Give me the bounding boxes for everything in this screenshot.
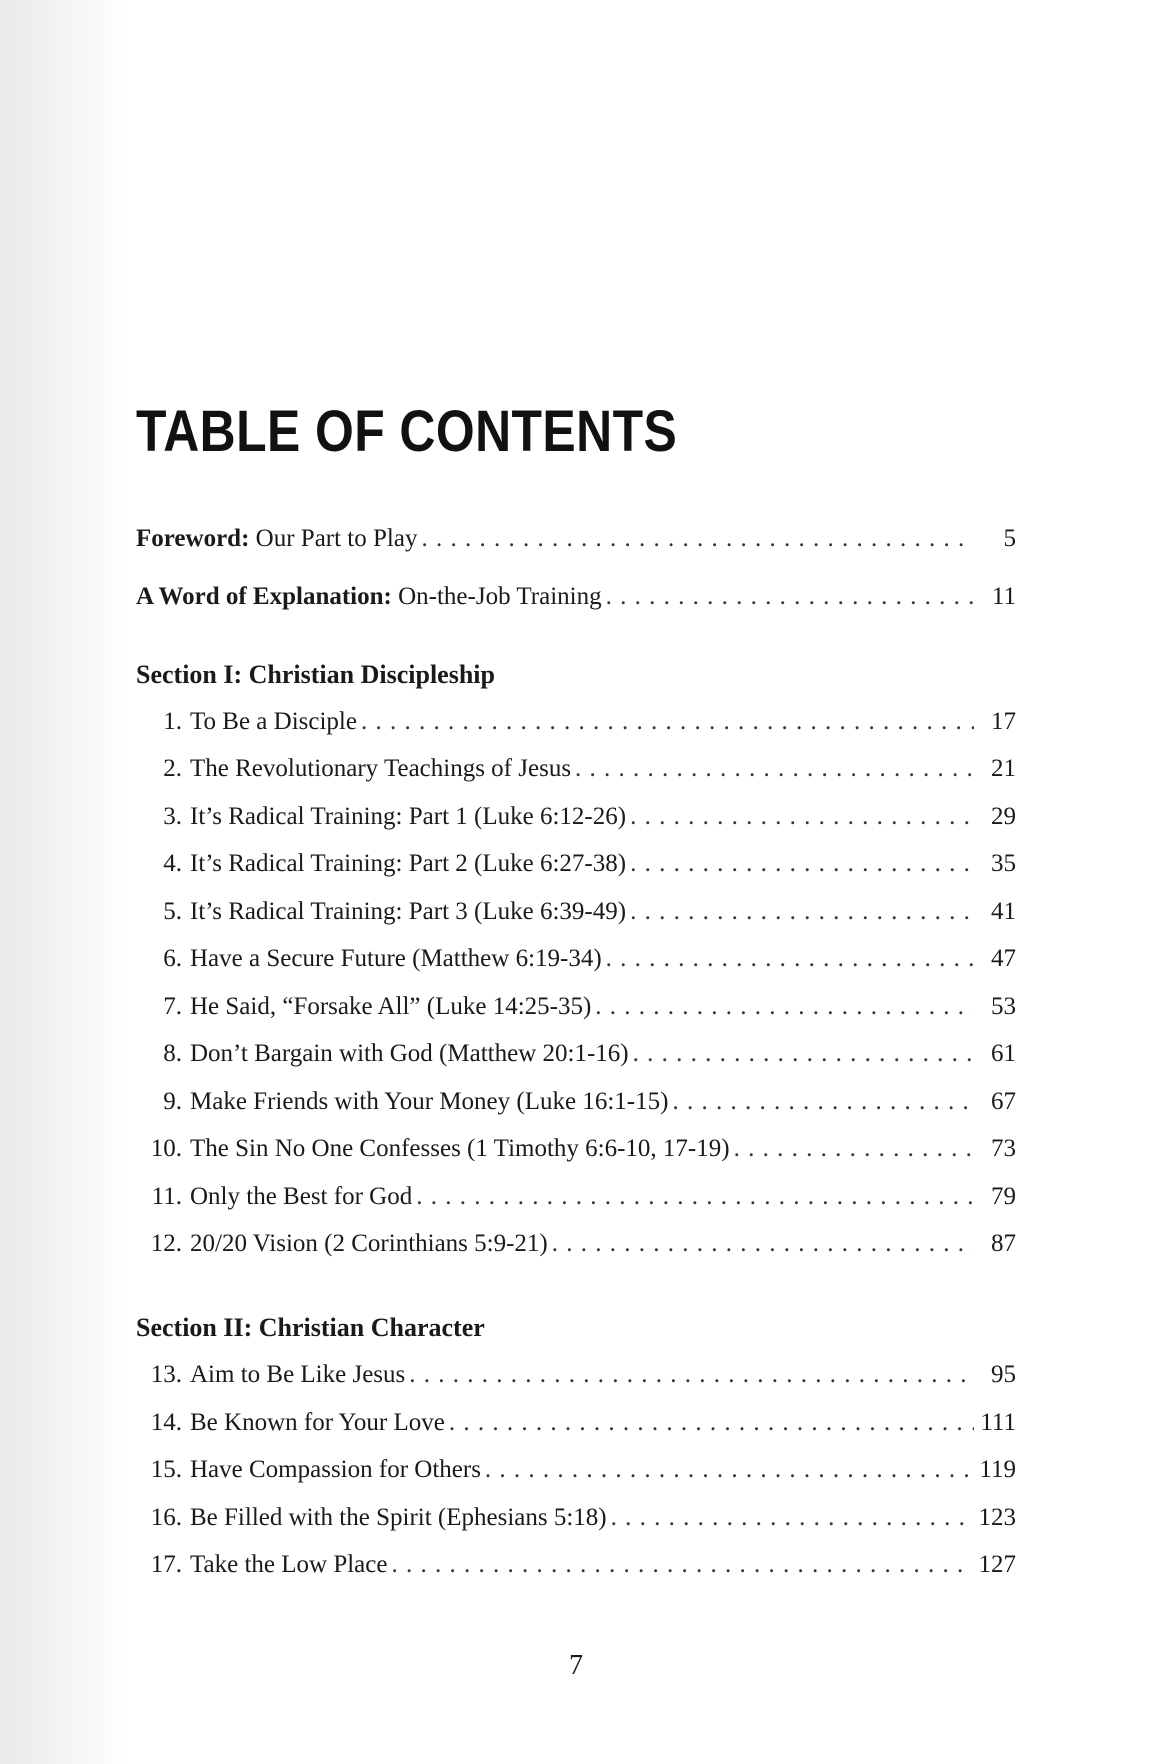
- toc-entry-title: Don’t Bargain with God (Matthew 20:1-16): [190, 1040, 629, 1067]
- toc-entry-number: 8.: [163, 1040, 182, 1067]
- dot-leader: [361, 705, 974, 739]
- toc-entry-title: Take the Low Place: [190, 1551, 388, 1578]
- toc-entry[interactable]: [136, 1548, 1016, 1582]
- toc-entry-title: Have a Secure Future (Matthew 6:19-34): [190, 945, 602, 972]
- toc-entry-page: 21: [991, 755, 1016, 782]
- toc-entry-page: 35: [991, 850, 1016, 877]
- toc-entry-title: Make Friends with Your Money (Luke 16:1-15): [190, 1088, 669, 1115]
- dot-leader: [575, 752, 974, 786]
- page-number: 7: [569, 1650, 583, 1681]
- toc-entry-title: Be Filled with the Spirit (Ephesians 5:18): [190, 1504, 607, 1531]
- page-title: TABLE OF CONTENTS: [136, 399, 678, 464]
- toc-entry-number: 12.: [150, 1230, 182, 1257]
- toc-entry[interactable]: [136, 752, 1016, 786]
- toc-entry[interactable]: [136, 895, 1016, 929]
- dot-leader: [606, 580, 974, 614]
- toc-entry[interactable]: [136, 1227, 1016, 1261]
- toc-entry-page: 17: [991, 708, 1016, 735]
- toc-entry-number: 7.: [163, 993, 182, 1020]
- toc-entry-page: 73: [991, 1135, 1016, 1162]
- toc-entry[interactable]: [136, 942, 1016, 976]
- toc-entry[interactable]: [136, 1037, 1016, 1071]
- toc-entry-title: It’s Radical Training: Part 3 (Luke 6:39-49): [190, 898, 627, 925]
- toc-entry-number: 17.: [150, 1551, 182, 1578]
- toc-entry-page: 41: [991, 898, 1016, 925]
- toc-entry-title: On-the-Job Training: [398, 583, 602, 610]
- toc-entry-page: 123: [978, 1504, 1016, 1531]
- toc-entry-title: He Said, “Forsake All” (Luke 14:25-35): [190, 993, 592, 1020]
- toc-entry-title: Our Part to Play: [255, 525, 418, 552]
- dot-leader: [630, 800, 974, 834]
- toc-entry-foreword[interactable]: [136, 522, 1016, 556]
- toc-entry-number: 15.: [150, 1456, 182, 1483]
- toc-entry-page: 79: [991, 1183, 1016, 1210]
- toc-entry[interactable]: [136, 1358, 1016, 1392]
- toc-entry[interactable]: [136, 1085, 1016, 1119]
- toc-entry-number: 11.: [151, 1183, 182, 1210]
- dot-leader: [611, 1501, 973, 1535]
- toc-entry-title: It’s Radical Training: Part 2 (Luke 6:27-38): [190, 850, 627, 877]
- toc-entry-number: 6.: [163, 945, 182, 972]
- dot-leader: [409, 1358, 974, 1392]
- toc-entry-lead: A Word of Explanation:: [136, 583, 392, 610]
- dot-leader: [630, 847, 974, 881]
- toc-entry-page: 111: [980, 1409, 1016, 1436]
- toc-entry-title: Have Compassion for Others: [190, 1456, 481, 1483]
- toc-entry-title: Aim to Be Like Jesus: [190, 1361, 406, 1388]
- toc-entry-page: 95: [991, 1361, 1016, 1388]
- dot-leader: [633, 1037, 974, 1071]
- dot-leader: [672, 1085, 974, 1119]
- section-heading-2: Section II: Christian Character: [136, 1313, 485, 1342]
- toc-entry-title: It’s Radical Training: Part 1 (Luke 6:12-26): [190, 803, 627, 830]
- toc-entry[interactable]: [136, 1453, 1016, 1487]
- toc-entry[interactable]: [136, 1501, 1016, 1535]
- toc-entry-page: 29: [991, 803, 1016, 830]
- toc-entry-number: 5.: [163, 898, 182, 925]
- section-heading-1: Section I: Christian Discipleship: [136, 660, 495, 689]
- dot-leader: [606, 942, 974, 976]
- toc-entry-title: Only the Best for God: [190, 1183, 413, 1210]
- toc-entry-page: 61: [991, 1040, 1016, 1067]
- toc-entry[interactable]: [136, 1180, 1016, 1214]
- toc-entry-number: 13.: [150, 1361, 182, 1388]
- toc-page: [136, 0, 1016, 1764]
- toc-entry-number: 4.: [163, 850, 182, 877]
- dot-leader: [595, 990, 974, 1024]
- toc-entry-title: To Be a Disciple: [190, 708, 357, 735]
- toc-entry-number: 2.: [163, 755, 182, 782]
- toc-entry-page: 67: [991, 1088, 1016, 1115]
- toc-entry[interactable]: [136, 1406, 1016, 1440]
- toc-entry-explanation[interactable]: [136, 580, 1016, 614]
- dot-leader: [630, 895, 974, 929]
- toc-entry[interactable]: [136, 705, 1016, 739]
- dot-leader: [552, 1227, 974, 1261]
- toc-entry[interactable]: [136, 800, 1016, 834]
- toc-entry-page: 53: [991, 993, 1016, 1020]
- toc-entry-page: 11: [991, 583, 1016, 610]
- toc-entry[interactable]: [136, 990, 1016, 1024]
- toc-entry-number: 3.: [163, 803, 182, 830]
- toc-entry[interactable]: [136, 847, 1016, 881]
- toc-entry-title: Be Known for Your Love: [190, 1409, 445, 1436]
- dot-leader: [485, 1453, 974, 1487]
- toc-entry-number: 16.: [150, 1504, 182, 1531]
- dot-leader: [391, 1548, 972, 1582]
- dot-leader: [416, 1180, 974, 1214]
- page-gutter-shadow: [0, 0, 130, 1764]
- toc-entry-number: 10.: [150, 1135, 182, 1162]
- toc-entry-lead: Foreword:: [136, 525, 250, 552]
- toc-entry-page: 47: [991, 945, 1016, 972]
- toc-entry-number: 9.: [163, 1088, 182, 1115]
- dot-leader: [449, 1406, 974, 1440]
- toc-entry-number: 14.: [150, 1409, 182, 1436]
- toc-entry-title: 20/20 Vision (2 Corinthians 5:9-21): [190, 1230, 548, 1257]
- toc-entry[interactable]: [136, 1132, 1016, 1166]
- toc-entry-title: The Sin No One Confesses (1 Timothy 6:6-10, 17-19): [190, 1135, 730, 1162]
- toc-entry-page: 127: [978, 1551, 1016, 1578]
- toc-entry-page: 5: [1003, 525, 1016, 552]
- dot-leader: [421, 522, 974, 556]
- toc-entry-number: 1.: [163, 708, 182, 735]
- toc-entry-page: 119: [979, 1456, 1016, 1483]
- dot-leader: [734, 1132, 974, 1166]
- toc-entry-page: 87: [991, 1230, 1016, 1257]
- toc-entry-title: The Revolutionary Teachings of Jesus: [190, 755, 572, 782]
